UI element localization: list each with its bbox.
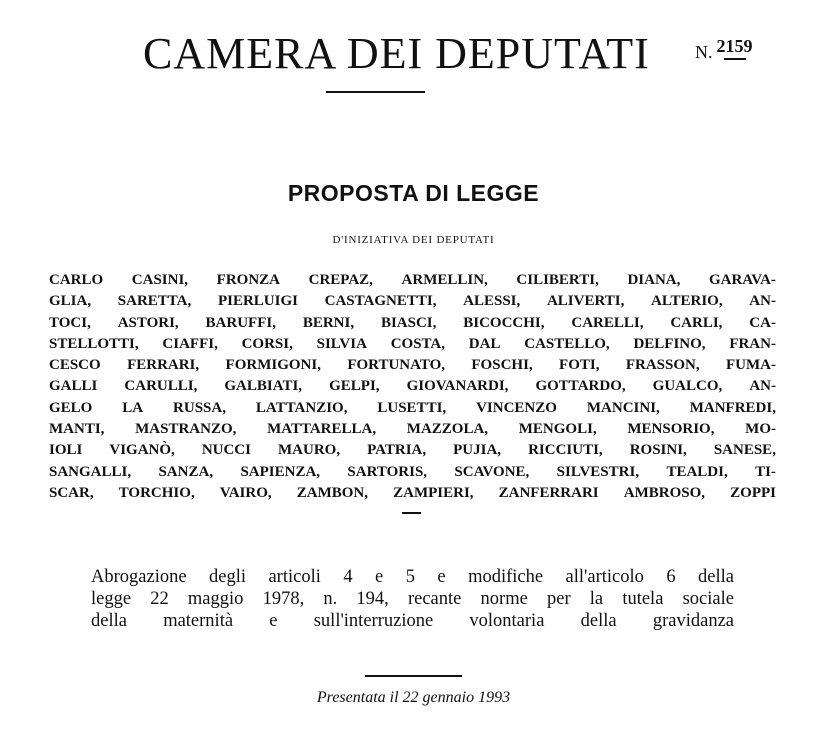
number-label: N. <box>695 42 713 62</box>
word: maggio <box>187 589 244 609</box>
word: CASTELLO, <box>524 335 610 352</box>
word: PIERLUIGI <box>217 293 298 310</box>
word: VINCENZO <box>476 399 557 416</box>
word: ALTERIO, <box>651 293 723 310</box>
word: STELLOTTI, <box>49 335 139 352</box>
word: SCAR, <box>49 484 94 501</box>
word: FOSCHI, <box>471 357 533 374</box>
word: e <box>375 567 384 587</box>
word: CARULLI, <box>124 378 198 395</box>
word: 5 <box>405 567 415 587</box>
word: SCAVONE, <box>454 463 530 480</box>
word: CARLI, <box>670 314 723 331</box>
word: FERRARI, <box>127 357 200 374</box>
word: TI- <box>755 463 776 480</box>
word: FUMA- <box>725 357 776 374</box>
word: CORSI, <box>241 335 293 352</box>
word: volontaria <box>469 611 545 631</box>
document-number <box>695 36 753 62</box>
word: CARELLI, <box>571 314 644 331</box>
word: MANTI, <box>49 421 105 438</box>
word: IOLI <box>49 442 83 459</box>
authors-line <box>49 376 776 397</box>
word: FORTUNATO, <box>347 357 446 374</box>
word: DAL <box>468 335 501 352</box>
word: GELPI, <box>329 378 380 395</box>
word: MENGOLI, <box>518 421 597 438</box>
authors-line <box>49 291 776 312</box>
word: SARETTA, <box>117 293 192 310</box>
word: BICOCCHI, <box>463 314 545 331</box>
word: SARTORIS, <box>347 463 428 480</box>
word: FOTI, <box>559 357 600 374</box>
word: norme <box>480 589 528 609</box>
word: BIASCI, <box>380 314 437 331</box>
word: MAZZOLA, <box>406 421 489 438</box>
word: ROSINI, <box>629 442 687 459</box>
number-underline <box>724 58 746 60</box>
word: ALIVERTI, <box>546 293 625 310</box>
word: CILIBERTI, <box>516 272 599 288</box>
word: 6 <box>666 567 676 587</box>
word: ZOPPI <box>730 484 776 501</box>
word: BARUFFI, <box>205 314 276 331</box>
word: CASINI, <box>131 272 189 288</box>
word: 22 <box>150 589 169 609</box>
authors-line <box>49 270 776 291</box>
word: PATRIA, <box>367 442 427 459</box>
word: FRASSON, <box>625 357 700 374</box>
authors-line <box>49 334 776 355</box>
word: maternità <box>163 611 234 631</box>
word: SAPIENZA, <box>240 463 321 480</box>
word: MANCINI, <box>586 399 660 416</box>
word: della <box>91 611 127 631</box>
word: ASTORI, <box>117 314 179 331</box>
word: GIOVANARDI, <box>406 378 509 395</box>
word: 4 <box>343 567 353 587</box>
word: VIGANÒ, <box>109 442 175 459</box>
word: GALBIATI, <box>224 378 303 395</box>
word: all'articolo <box>565 567 644 587</box>
word: CIAFFI, <box>162 335 218 352</box>
presentation-date: Presentata il 22 gennaio 1993 <box>316 689 511 706</box>
word: AN- <box>749 293 776 310</box>
word: sull'interruzione <box>313 611 434 631</box>
word: Abrogazione <box>91 567 187 587</box>
word: GLIA, <box>49 293 92 310</box>
word: ARMELLIN, <box>401 272 488 288</box>
word: CESCO <box>49 357 101 374</box>
word: TEALDI, <box>666 463 728 480</box>
initiative-caption: D'INIZIATIVA DEI DEPUTATI <box>332 234 495 246</box>
word: FRONZA <box>216 272 280 288</box>
law-proposal-title: PROPOSTA DI LEGGE <box>287 180 540 206</box>
word: degli <box>209 567 246 587</box>
word: ZANFERRARI <box>498 484 599 501</box>
bottom-rule <box>365 675 462 677</box>
word: ZAMPIERI, <box>393 484 474 501</box>
word: TOCI, <box>49 314 91 331</box>
word: FORMIGONI, <box>225 357 321 374</box>
authors-line <box>49 440 776 461</box>
word: sociale <box>682 589 734 609</box>
word: SANESE, <box>713 442 776 459</box>
word: SILVESTRI, <box>556 463 640 480</box>
word: modifiche <box>468 567 544 587</box>
word: AN- <box>749 378 776 395</box>
word: e <box>437 567 446 587</box>
authors-line <box>49 313 776 334</box>
document-header <box>0 22 827 82</box>
word: MAURO, <box>278 442 341 459</box>
header-rule <box>326 91 425 93</box>
authors-line <box>49 355 776 376</box>
authors-line <box>49 398 776 419</box>
word: CASTAGNETTI, <box>324 293 437 310</box>
word: MENSORIO, <box>627 421 715 438</box>
word: FRAN- <box>729 335 776 352</box>
word: DIANA, <box>627 272 681 288</box>
chamber-title: CAMERA DEI DEPUTATI <box>143 29 650 78</box>
word: per <box>546 589 571 609</box>
authors-list <box>49 270 776 504</box>
word: ALESSI, <box>463 293 521 310</box>
word: GALLI <box>49 378 98 395</box>
word: 1978, <box>262 589 305 609</box>
word: TORCHIO, <box>118 484 195 501</box>
word: e <box>269 611 278 631</box>
authors-line <box>49 483 776 504</box>
word: legge <box>91 589 132 609</box>
word: GOTTARDO, <box>535 378 626 395</box>
bill-abstract <box>91 566 734 632</box>
word: RICCIUTI, <box>528 442 603 459</box>
word: LUSETTI, <box>377 399 447 416</box>
word: GARAVA- <box>708 272 776 288</box>
word: CA- <box>749 314 776 331</box>
authors-separator <box>402 512 421 514</box>
word: n. <box>323 589 338 609</box>
word: MO- <box>745 421 776 438</box>
word: DELFINO, <box>633 335 706 352</box>
word: ZAMBON, <box>296 484 368 501</box>
word: GUALCO, <box>652 378 723 395</box>
word: BERNI, <box>302 314 355 331</box>
word: tutela <box>622 589 664 609</box>
abstract-line <box>91 566 734 588</box>
word: RUSSA, <box>173 399 226 416</box>
abstract-line <box>91 610 734 632</box>
word: LATTANZIO, <box>255 399 348 416</box>
word: 194, <box>356 589 389 609</box>
word: della <box>698 567 734 587</box>
word: CARLO <box>49 272 104 288</box>
word: la <box>589 589 604 609</box>
word: CREPAZ, <box>308 272 373 288</box>
word: VAIRO, <box>219 484 272 501</box>
word: articoli <box>268 567 321 587</box>
word: GELO <box>49 399 93 416</box>
word: SANGALLI, <box>49 463 132 480</box>
word: PUJIA, <box>453 442 502 459</box>
word: NUCCI <box>201 442 251 459</box>
word: della <box>580 611 617 631</box>
word: COSTA, <box>390 335 446 352</box>
word: SANZA, <box>158 463 214 480</box>
authors-line <box>49 462 776 483</box>
word: gravidanza <box>652 611 734 631</box>
word: recante <box>407 589 462 609</box>
authors-line <box>49 419 776 440</box>
word: MATTARELLA, <box>267 421 377 438</box>
abstract-line <box>91 588 734 610</box>
word: AMBROSO, <box>623 484 706 501</box>
word: SILVIA <box>316 335 367 352</box>
number-value: 2159 <box>716 36 753 56</box>
word: LA <box>122 399 144 416</box>
word: MASTRANZO, <box>135 421 237 438</box>
word: MANFREDI, <box>689 399 776 416</box>
